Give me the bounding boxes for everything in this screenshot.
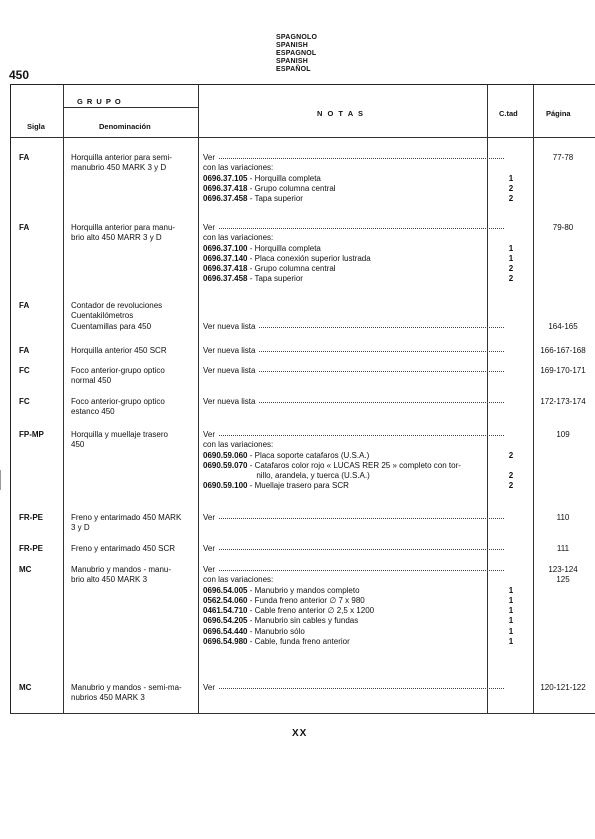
ver-reference: [203, 683, 528, 693]
cantidad-header: C.tad: [499, 109, 518, 118]
quantity-value: 2: [508, 450, 514, 460]
part-description: - Horquilla completa: [247, 243, 321, 253]
row-cantidad: [491, 565, 531, 647]
ver-text: Ver: [203, 153, 219, 162]
variation-line: [203, 184, 528, 194]
quantity-value: 1: [508, 585, 514, 595]
ver-text: Ver: [203, 513, 219, 522]
parts-table: [10, 84, 595, 714]
row-pagina: [538, 430, 588, 440]
part-description: - Grupo columna central: [247, 264, 336, 274]
quantity-value: [491, 430, 531, 440]
denominacion-header: Denominación: [99, 122, 151, 131]
denominacion-line: Contador de revoluciones: [71, 301, 163, 310]
quantity-value: [491, 163, 531, 173]
row-notas: [203, 346, 528, 356]
denominacion-line: estanco 450: [71, 407, 115, 417]
part-code: 0696.37.458: [203, 194, 248, 204]
denominacion-line: brio alto 450 MARK 3: [71, 575, 148, 585]
row-sigla: MC: [19, 565, 32, 574]
ver-text: Ver nueva lista: [203, 346, 259, 355]
spacer: [538, 301, 588, 311]
quantity-value: 2: [508, 481, 514, 491]
ver-reference: [203, 223, 528, 233]
variation-line: [203, 596, 528, 606]
quantity-value: [491, 153, 531, 163]
row-sigla: FC: [19, 366, 30, 375]
row-denominacion: [71, 153, 195, 174]
notas-header: N O T A S: [317, 109, 365, 118]
ver-text: Ver: [203, 430, 219, 439]
quantity-value: [491, 440, 531, 450]
row-notas: [203, 223, 528, 285]
notas-text: con las variaciones:: [203, 440, 274, 450]
part-code: 0696.37.418: [203, 264, 248, 274]
quantity-value: 2: [508, 471, 514, 481]
ver-text: Ver: [203, 544, 219, 553]
page-reference: 123-124: [548, 565, 578, 574]
header-bottom-rule: [11, 137, 595, 138]
denominacion-line: Manubrio y mandos - manu-: [71, 565, 172, 574]
variation-line: [203, 637, 528, 647]
dot-leader: [203, 518, 504, 519]
row-notas: [203, 513, 528, 523]
variation-line: [203, 264, 528, 274]
part-code: 0696.37.100: [203, 243, 248, 253]
row-sigla: FP-MP: [19, 430, 44, 439]
page-reference: 169-170-171: [540, 366, 586, 375]
denominacion-line: Horquilla y muellaje trasero: [71, 430, 168, 439]
quantity-value: 2: [508, 264, 514, 274]
denominacion-line: 450: [71, 440, 85, 450]
row-sigla: FR-PE: [19, 513, 43, 522]
notas-text: [203, 311, 528, 321]
page-reference: 79-80: [552, 223, 574, 232]
row-sigla: FC: [19, 397, 30, 406]
ver-reference: [203, 397, 528, 407]
denominacion-line: nubrios 450 MARK 3: [71, 693, 145, 703]
denominacion-line: Horquilla anterior 450 SCR: [71, 346, 167, 355]
part-code: 0696.54.980: [203, 637, 248, 647]
variation-line: [203, 606, 528, 616]
quantity-value: 2: [508, 183, 514, 193]
row-pagina: [538, 544, 588, 554]
part-description: - Cable freno anterior ∅ 2,5 x 1200: [247, 606, 375, 616]
variation-line: [203, 174, 528, 184]
variation-line: [203, 274, 528, 284]
variation-line: [203, 481, 528, 491]
row-pagina: [538, 366, 588, 376]
ver-text: Ver: [203, 565, 219, 574]
page-reference: 110: [556, 513, 570, 522]
part-code: 0696.54.005: [203, 585, 248, 595]
part-code: 0696.54.440: [203, 626, 248, 636]
dot-leader: [203, 570, 504, 571]
row-pagina: [538, 346, 588, 356]
page-footer: XX: [292, 728, 308, 739]
ver-text: Ver nueva lista: [203, 397, 259, 406]
pagina-header: Página: [546, 109, 571, 118]
row-pagina: [538, 153, 588, 163]
part-description: - Tapa superior: [247, 274, 303, 284]
page-reference: 166-167-168: [540, 346, 586, 355]
variation-line: [203, 244, 528, 254]
notas-text: con las variaciones:: [203, 163, 274, 173]
part-code: 0690.59.060: [203, 450, 248, 460]
quantity-value: [491, 461, 531, 471]
part-description: - Muellaje trasero para SCR: [247, 481, 349, 491]
denominacion-line: brio alto 450 MARR 3 y D: [71, 233, 162, 243]
row-cantidad: [491, 223, 531, 285]
sigla-header: Sigla: [27, 122, 45, 131]
notas-text: con las variaciones:: [203, 233, 274, 243]
ver-text: Ver nueva lista: [203, 366, 259, 375]
lang-line: SPAGNOLO: [276, 34, 318, 41]
variation-line: [203, 461, 528, 471]
column-divider: [198, 85, 199, 713]
page-reference: 172-173-174: [540, 397, 586, 406]
denominacion-line: Foco anterior-grupo optico: [71, 397, 165, 406]
row-notas: [203, 430, 528, 492]
row-denominacion: [71, 513, 195, 534]
row-notas: [203, 366, 528, 376]
row-sigla: MC: [19, 683, 32, 692]
row-sigla: FA: [19, 153, 30, 162]
spacer: [538, 311, 588, 321]
dot-leader: [203, 435, 504, 436]
row-notas: [203, 683, 528, 693]
part-description: - Placa conexión superior lustrada: [247, 253, 371, 263]
part-code: 0696.54.205: [203, 616, 248, 626]
quantity-value: [491, 233, 531, 243]
column-divider: [63, 85, 64, 713]
quantity-value: 1: [508, 243, 514, 253]
part-description: - Grupo columna central: [247, 183, 336, 193]
row-pagina: [538, 223, 588, 233]
page-reference: 77-78: [552, 153, 574, 162]
ver-reference: [203, 346, 528, 356]
part-description: - Placa soporte catafaros (U.S.A.): [247, 450, 370, 460]
notas-text: con las variaciones:: [203, 575, 274, 585]
part-description: - Manubrio sólo: [247, 626, 305, 636]
quantity-value: 1: [508, 595, 514, 605]
denominacion-line: Manubrio y mandos - semi-ma-: [71, 683, 182, 692]
ver-text: Ver: [203, 223, 219, 232]
page-reference: 109: [556, 430, 570, 439]
denominacion-line: manubrio 450 MARK 3 y D: [71, 163, 167, 173]
quantity-value: 1: [508, 626, 514, 636]
quantity-value: [491, 565, 531, 575]
row-pagina: [538, 301, 588, 332]
quantity-value: 2: [508, 274, 514, 284]
part-code: 0690.59.100: [203, 481, 248, 491]
quantity-value: [491, 575, 531, 585]
row-denominacion: [71, 223, 195, 244]
part-description: - Tapa superior: [247, 194, 303, 204]
part-code: 0562.54.060: [203, 595, 248, 605]
row-notas: [203, 565, 528, 647]
row-notas: [203, 301, 528, 332]
row-notas: [203, 544, 528, 554]
part-description: - Horquilla completa: [247, 173, 321, 183]
ver-reference: [203, 153, 528, 163]
denominacion-line: Foco anterior-grupo optico: [71, 366, 165, 375]
row-pagina: [538, 683, 588, 693]
quantity-value: 1: [508, 253, 514, 263]
grupo-header: G R U P O: [77, 97, 122, 106]
ver-reference: [203, 322, 528, 332]
row-denominacion: [71, 565, 195, 586]
row-sigla: FR-PE: [19, 544, 43, 553]
ver-text: Ver: [203, 683, 219, 692]
row-denominacion: [71, 683, 195, 704]
variation-line: [203, 254, 528, 264]
variation-line: [203, 194, 528, 204]
lang-line: SPANISH: [276, 58, 308, 65]
part-code: 0696.37.140: [203, 253, 248, 263]
ver-reference: [203, 430, 528, 440]
row-pagina: [538, 565, 588, 586]
row-pagina: [538, 513, 588, 523]
ver-text: Ver nueva lista: [203, 322, 259, 331]
row-sigla: FA: [19, 223, 30, 232]
part-description: - Manubrio y mandos completo: [247, 585, 360, 595]
part-description: - Catafaros color rojo « LUCAS RER 25 » completo con tor-: [247, 460, 461, 470]
row-denominacion: [71, 301, 195, 332]
row-denominacion: [71, 366, 195, 387]
quantity-value: 2: [508, 194, 514, 204]
denominacion-line: Freno y entarimado 450 SCR: [71, 544, 176, 553]
header-divider: [63, 107, 198, 108]
page-reference: 164-165: [548, 321, 578, 331]
part-code: 0696.37.105: [203, 173, 248, 183]
ver-reference: [203, 513, 528, 523]
row-notas: [203, 397, 528, 407]
dot-leader: [203, 688, 504, 689]
quantity-value: 1: [508, 616, 514, 626]
denominacion-line: 3 y D: [71, 523, 90, 533]
notas-text: [203, 301, 528, 311]
notas-text: nillo, arandela, y tuerca (U.S.A.): [203, 471, 370, 481]
dot-leader: [203, 158, 504, 159]
ver-reference: [203, 565, 528, 575]
column-divider: [533, 85, 534, 713]
denominacion-line: Cuentamillas para 450: [71, 321, 152, 331]
row-denominacion: [71, 346, 195, 356]
row-sigla: FA: [19, 301, 30, 310]
variation-line: [203, 627, 528, 637]
dot-leader: [203, 549, 504, 550]
ver-reference: [203, 544, 528, 554]
row-cantidad: [491, 153, 531, 204]
dot-leader: [203, 228, 504, 229]
variation-line: [203, 616, 528, 626]
part-code: 0696.37.458: [203, 274, 248, 284]
ver-reference: [203, 366, 528, 376]
quantity-value: 1: [508, 173, 514, 183]
language-labels: [276, 34, 317, 74]
page-reference: 125: [556, 575, 570, 585]
part-description: - Funda freno anterior ∅ 7 x 980: [247, 595, 365, 605]
part-code: 0461.54.710: [203, 606, 248, 616]
part-code: 0696.37.418: [203, 183, 248, 193]
part-description: - Manubrio sin cables y fundas: [247, 616, 359, 626]
lang-line: SPANISH: [276, 42, 308, 49]
quantity-value: 1: [508, 606, 514, 616]
denominacion-line: Horquilla anterior para manu-: [71, 223, 176, 232]
row-cantidad: [491, 430, 531, 492]
variation-line: [203, 586, 528, 596]
quantity-value: 1: [508, 637, 514, 647]
lang-line: ESPAÑOL: [276, 66, 311, 73]
denominacion-line: Freno y entarimado 450 MARK: [71, 513, 182, 522]
page-reference: 111: [556, 544, 570, 553]
part-code: 0690.59.070: [203, 460, 248, 470]
page-number: 450: [9, 68, 30, 82]
page-reference: 120-121-122: [540, 683, 586, 692]
row-pagina: [538, 397, 588, 407]
lang-line: ESPAGNOL: [276, 50, 317, 57]
row-denominacion: [71, 397, 195, 418]
denominacion-line: Horquilla anterior para semi-: [71, 153, 172, 162]
row-denominacion: [71, 430, 195, 451]
row-sigla: FA: [19, 346, 30, 355]
row-notas: [203, 153, 528, 204]
quantity-value: [491, 223, 531, 233]
denominacion-line: Cuentakilómetros: [71, 311, 134, 321]
row-denominacion: [71, 544, 195, 554]
variation-line: [203, 451, 528, 461]
part-description: - Cable, funda freno anterior: [247, 637, 350, 647]
margin-mark: [0, 470, 4, 490]
denominacion-line: normal 450: [71, 376, 112, 386]
